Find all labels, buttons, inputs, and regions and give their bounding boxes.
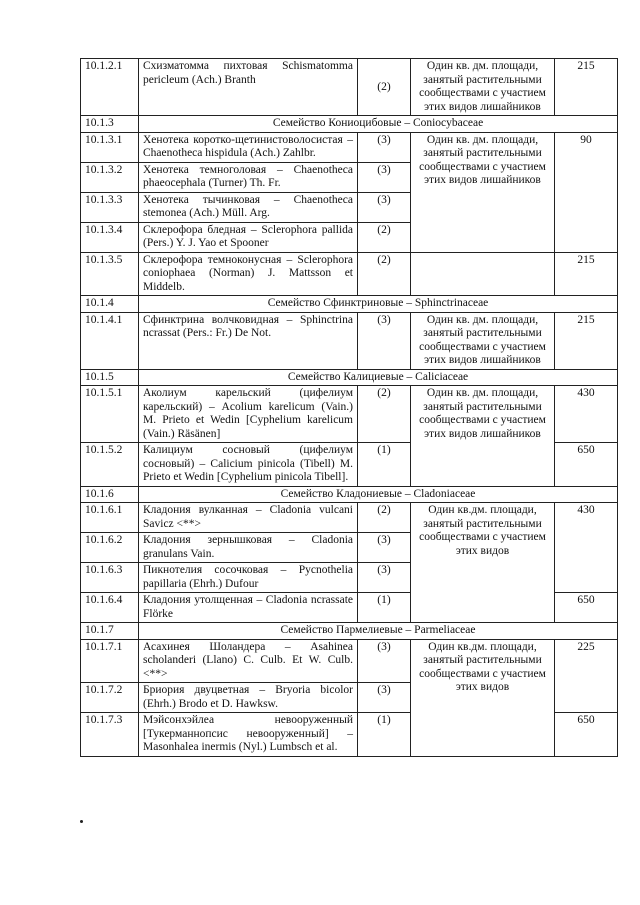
family-name: Семейство Калициевые – Caliciaceae xyxy=(139,369,618,386)
category: (3) xyxy=(358,132,411,162)
area-unit: Один кв.дм. площади, занятый растительными сообществами с участием этих видов xyxy=(411,639,555,756)
table-row xyxy=(81,312,618,369)
fee-value: 430 xyxy=(555,386,618,443)
category: (3) xyxy=(358,639,411,683)
fee-value: 650 xyxy=(555,593,618,623)
row-code: 10.1.5.2 xyxy=(81,443,139,487)
category: (2) xyxy=(358,386,411,443)
species-table xyxy=(80,58,618,757)
category: (2) xyxy=(358,252,411,296)
margin-dot xyxy=(80,820,83,823)
category: (3) xyxy=(358,312,411,369)
family-row xyxy=(81,116,618,133)
row-code: 10.1.6.1 xyxy=(81,503,139,533)
species-name: Кладония зернышковая – Cladonia granulans Vain. xyxy=(139,533,358,563)
row-code: 10.1.4.1 xyxy=(81,312,139,369)
species-name: Мэйсонхэйлеа невооруженный [Тукерманнопсис невооруженный] – Masonhalea inermis (Nyl.) Lumbsch et al. xyxy=(139,713,358,757)
category: (1) xyxy=(358,713,411,757)
category: (3) xyxy=(358,192,411,222)
fee-value: 430 xyxy=(555,503,618,593)
species-name: Кладония вулканная – Cladonia vulcani Savicz <**> xyxy=(139,503,358,533)
row-code: 10.1.3.2 xyxy=(81,162,139,192)
area-unit: Один кв. дм. площади, занятый растительными сообществами с участием этих видов лишайников xyxy=(411,132,555,252)
category: (3) xyxy=(358,162,411,192)
area-unit: Один кв.дм. площади, занятый растительными сообществами с участием этих видов xyxy=(411,503,555,623)
fee-value: 215 xyxy=(555,312,618,369)
area-unit: Один кв. дм. площади, занятый растительными сообществами с участием этих видов лишайников xyxy=(411,386,555,487)
species-name: Калициум сосновый (цифелиум сосновый) – Calicium pinicola (Tibell) M. Prieto et Wedin [Cyphelium pinicola Tibell]. xyxy=(139,443,358,487)
species-name: Склерофора темноконусная – Sclerophora coniophaea (Norman) J. Mattsson et Middelb. xyxy=(139,252,358,296)
category: (2) xyxy=(358,222,411,252)
family-row xyxy=(81,623,618,640)
species-name: Сфинктрина волчковидная – Sphinctrina ncrassat (Pers.: Fr.) De Not. xyxy=(139,312,358,369)
category: (2) xyxy=(358,503,411,533)
row-code: 10.1.4 xyxy=(81,296,139,313)
row-code: 10.1.5.1 xyxy=(81,386,139,443)
species-name: Пикнотелия сосочковая – Pycnothelia papillaria (Ehrh.) Dufour xyxy=(139,563,358,593)
row-code: 10.1.5 xyxy=(81,369,139,386)
fee-value: 215 xyxy=(555,59,618,116)
fee-value: 650 xyxy=(555,443,618,487)
row-code: 10.1.3.4 xyxy=(81,222,139,252)
row-code: 10.1.2.1 xyxy=(81,59,139,116)
species-name: Кладония утолщенная – Cladonia ncrassate Flörke xyxy=(139,593,358,623)
species-name: Схизматомма пихтовая Schismatomma pericleum (Ach.) Branth xyxy=(139,59,358,116)
species-name: Хенотека тычинковая – Chaenotheca stemonea (Ach.) Müll. Arg. xyxy=(139,192,358,222)
category: (1) xyxy=(358,593,411,623)
family-name: Семейство Пармелиевые – Parmeliaceae xyxy=(139,623,618,640)
row-code: 10.1.6.2 xyxy=(81,533,139,563)
row-code: 10.1.3 xyxy=(81,116,139,133)
table-row xyxy=(81,503,618,533)
row-code: 10.1.3.5 xyxy=(81,252,139,296)
fee-value: 90 xyxy=(555,132,618,252)
row-code: 10.1.7.2 xyxy=(81,683,139,713)
fee-value: 650 xyxy=(555,713,618,757)
row-code: 10.1.3.1 xyxy=(81,132,139,162)
row-code: 10.1.6 xyxy=(81,486,139,503)
species-name: Асахинея Шоландера – Asahinea scholanderi (Llano) C. Culb. Et W. Culb. <**> xyxy=(139,639,358,683)
row-code: 10.1.7 xyxy=(81,623,139,640)
species-name: Бриория двуцветная – Bryoria bicolor (Ehrh.) Brodo et D. Hawksw. xyxy=(139,683,358,713)
fee-value: 215 xyxy=(555,252,618,296)
species-name: Хенотека темноголовая – Chaenotheca phaeocephala (Turner) Th. Fr. xyxy=(139,162,358,192)
category: (1) xyxy=(358,443,411,487)
category: (3) xyxy=(358,683,411,713)
species-name: Хенотека коротко-щетинистоволосистая – Chaenotheca hispidula (Ach.) Zahlbr. xyxy=(139,132,358,162)
table-row xyxy=(81,59,618,116)
area-unit: Один кв. дм. площади, занятый растительными сообществами с участием этих видов лишайников xyxy=(411,59,555,116)
category: (3) xyxy=(358,563,411,593)
family-name: Семейство Кониоцибовые – Coniocybaceae xyxy=(139,116,618,133)
family-row xyxy=(81,486,618,503)
family-name: Семейство Кладониевые – Cladoniaceae xyxy=(139,486,618,503)
row-code: 10.1.7.1 xyxy=(81,639,139,683)
row-code: 10.1.6.3 xyxy=(81,563,139,593)
category: (3) xyxy=(358,533,411,563)
family-row xyxy=(81,369,618,386)
row-code: 10.1.3.3 xyxy=(81,192,139,222)
row-code: 10.1.7.3 xyxy=(81,713,139,757)
row-code: 10.1.6.4 xyxy=(81,593,139,623)
area-unit xyxy=(411,252,555,296)
category: (2) xyxy=(358,59,411,116)
family-name: Семейство Сфинктриновые – Sphinctrinaceae xyxy=(139,296,618,313)
table-row xyxy=(81,252,618,296)
species-name: Склерофора бледная – Sclerophora pallida (Pers.) Y. J. Yao et Spooner xyxy=(139,222,358,252)
fee-value: 225 xyxy=(555,639,618,713)
area-unit: Один кв. дм. площади, занятый растительными сообществами с участием этих видов лишайников xyxy=(411,312,555,369)
table-row xyxy=(81,639,618,683)
table-row xyxy=(81,132,618,162)
table-row xyxy=(81,386,618,443)
species-name: Аколиум карельский (цифелиум карельский) – Acolium karelicum (Vain.) M. Prieto et Wedin [Cyphelium karelicum (Vain.) Räsänen] xyxy=(139,386,358,443)
family-row xyxy=(81,296,618,313)
